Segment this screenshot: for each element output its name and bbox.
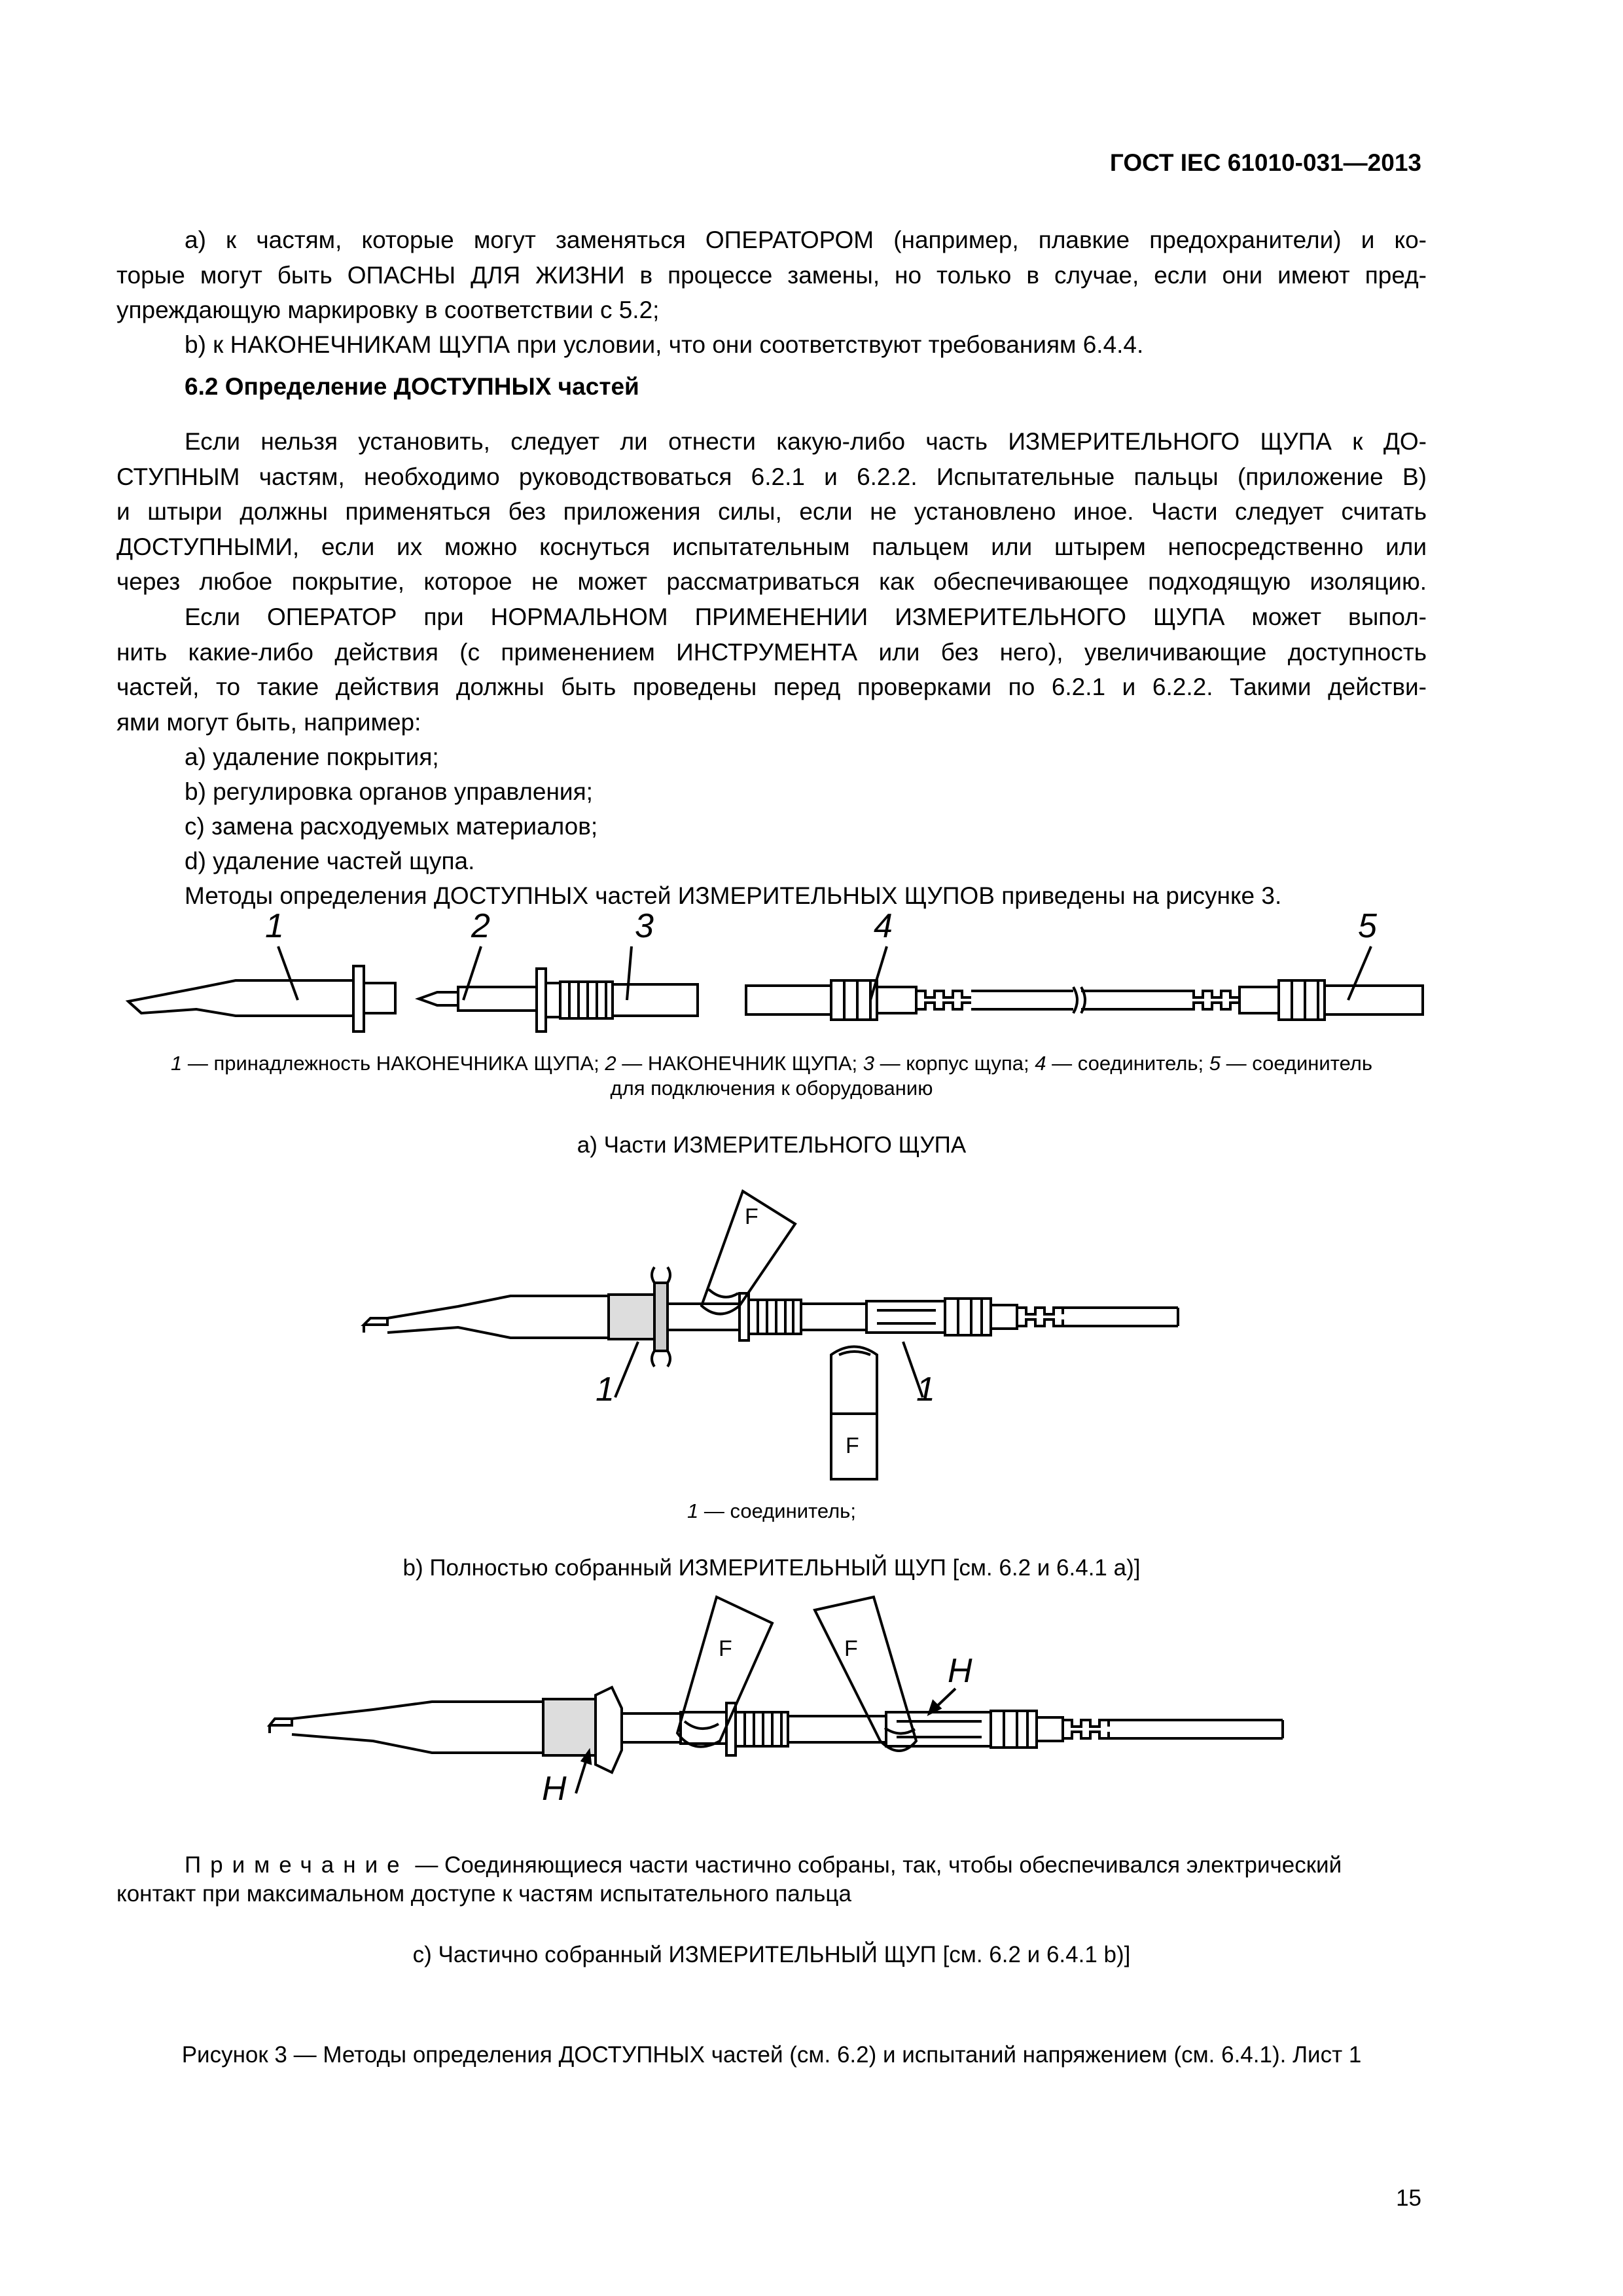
paragraph-2 — [116, 600, 1427, 740]
legend-num: 5 — [1209, 1052, 1221, 1075]
paragraph-1-line: через любое покрытие, которое не может рассматриваться как обеспечивающее подходящую изоляцию. — [116, 568, 1427, 595]
part-label: 1 — [265, 907, 284, 945]
figure-c-drawing — [0, 1584, 1623, 1846]
figure-b-legend — [116, 1499, 1427, 1524]
legend-text: — соединитель — [1221, 1052, 1373, 1075]
figure-b-drawing — [0, 1165, 1623, 1492]
figure-c-note — [116, 1851, 1427, 1909]
paragraph-2-line: нить какие-либо действия (с применением ИНСТРУМЕНТА или без него), увеличивающие доступность — [116, 638, 1427, 666]
legend-num: 4 — [1035, 1052, 1046, 1075]
paragraph-1-line: СТУПНЫМ частям, необходимо руководствоваться 6.2.1 и 6.2.2. Испытательные пальцы (приложение В) — [116, 463, 1427, 490]
legend-num: 1 — [687, 1499, 699, 1522]
finger-label: F — [719, 1636, 732, 1661]
list-item: d) удаление частей щупа. — [185, 848, 475, 874]
legend-num: 2 — [605, 1052, 616, 1075]
list-item: а) удаление покрытия; — [185, 744, 439, 770]
standard-id: ГОСТ IEC 61010-031—2013 — [1109, 149, 1421, 176]
note-line2: контакт при максимальном доступе к частям испытательного пальца — [116, 1881, 851, 1907]
note-text: — Соединяющиеся части частично собраны, так, чтобы обеспечивался электрический — [408, 1852, 1342, 1878]
point-label: H — [542, 1770, 567, 1808]
paragraph-2-line: частей, то такие действия должны быть проведены перед проверками по 6.2.1 и 6.2.2. Такими действи- — [116, 673, 1427, 700]
figure-title: Рисунок 3 — Методы определения ДОСТУПНЫХ частей (см. 6.2) и испытаний напряжением (см. 6.4.1). Лист 1 — [181, 2042, 1362, 2068]
figure-a-legend-line — [116, 1051, 1427, 1076]
part-label: 4 — [874, 907, 893, 945]
paragraph-a-line: торые могут быть ОПАСНЫ ДЛЯ ЖИЗНИ в процессе замены, но только в случае, если они имеют пред- — [116, 261, 1427, 289]
figure-a-legend-line2: для подключения к оборудованию — [610, 1077, 933, 1100]
paragraph-1-line: Если нельзя установить, следует ли отнести какую-либо часть ИЗМЕРИТЕЛЬНОГО ЩУПА к ДО- — [185, 428, 1427, 455]
figure-c-caption: c) Частично собранный ИЗМЕРИТЕЛЬНЫЙ ЩУП [см. 6.2 и 6.4.1 b)] — [412, 1942, 1131, 1967]
legend-text: — НАКОНЕЧНИК ЩУПА; — [616, 1052, 863, 1075]
finger-label: F — [844, 1636, 858, 1661]
part-label: 1 — [916, 1371, 935, 1408]
part-label: 3 — [635, 907, 654, 945]
figure-a-drawing — [0, 903, 1623, 1054]
page-number: 15 — [1396, 2185, 1421, 2211]
note-line — [116, 1851, 1427, 1880]
note-word: Примечание — [185, 1852, 409, 1878]
finger-label: F — [745, 1204, 758, 1229]
legend-text: — корпус щупа; — [874, 1052, 1035, 1075]
figure-a-caption: а) Части ИЗМЕРИТЕЛЬНОГО ЩУПА — [577, 1132, 967, 1158]
legend-text: — соединитель; — [1046, 1052, 1209, 1075]
list-item: c) замена расходуемых материалов; — [185, 813, 598, 840]
legend-num: 3 — [863, 1052, 874, 1075]
section-heading: 6.2 Определение ДОСТУПНЫХ частей — [185, 373, 639, 400]
paragraph-b: b) к НАКОНЕЧНИКАМ ЩУПА при условии, что они соответствуют требованиям 6.4.4. — [185, 331, 1144, 358]
methods-line: Методы определения ДОСТУПНЫХ частей ИЗМЕРИТЕЛЬНЫХ ЩУПОВ приведены на рисунке 3. — [185, 882, 1282, 909]
paragraph-2-line: ями могут быть, например: — [116, 708, 421, 736]
legend-text: — принадлежность НАКОНЕЧНИКА ЩУПА; — [182, 1052, 605, 1075]
paragraph-1-line: ДОСТУПНЫМИ, если их можно коснуться испытательным пальцем или штырем непосредственно или — [116, 533, 1427, 560]
paragraph-a — [116, 223, 1427, 328]
part-label: 5 — [1358, 907, 1377, 945]
paragraph-1-line: и штыри должны применяться без приложения силы, если не установлено иное. Части следует считать — [116, 498, 1427, 525]
paragraph-a-line: упреждающую маркировку в соответствии с 5.2; — [116, 296, 660, 323]
part-label: 1 — [596, 1371, 615, 1408]
finger-label: F — [846, 1433, 859, 1458]
paragraph-2-line: Если ОПЕРАТОР при НОРМАЛЬНОМ ПРИМЕНЕНИИ ИЗМЕРИТЕЛЬНОГО ЩУПА может выпол- — [185, 603, 1427, 630]
list-item: b) регулировка органов управления; — [185, 778, 593, 805]
point-label: H — [948, 1652, 972, 1690]
figure-b-caption: b) Полностью собранный ИЗМЕРИТЕЛЬНЫЙ ЩУП [см. 6.2 и 6.4.1 а)] — [402, 1555, 1141, 1581]
paragraph-a-line: а) к частям, которые могут заменяться ОПЕРАТОРОМ (например, плавкие предохранители) и ко- — [185, 226, 1427, 253]
figure-a-legend — [116, 1051, 1427, 1101]
legend-num: 1 — [170, 1052, 183, 1075]
part-label: 2 — [471, 907, 490, 945]
paragraph-1 — [116, 424, 1427, 600]
legend-text: — соединитель; — [698, 1499, 856, 1522]
